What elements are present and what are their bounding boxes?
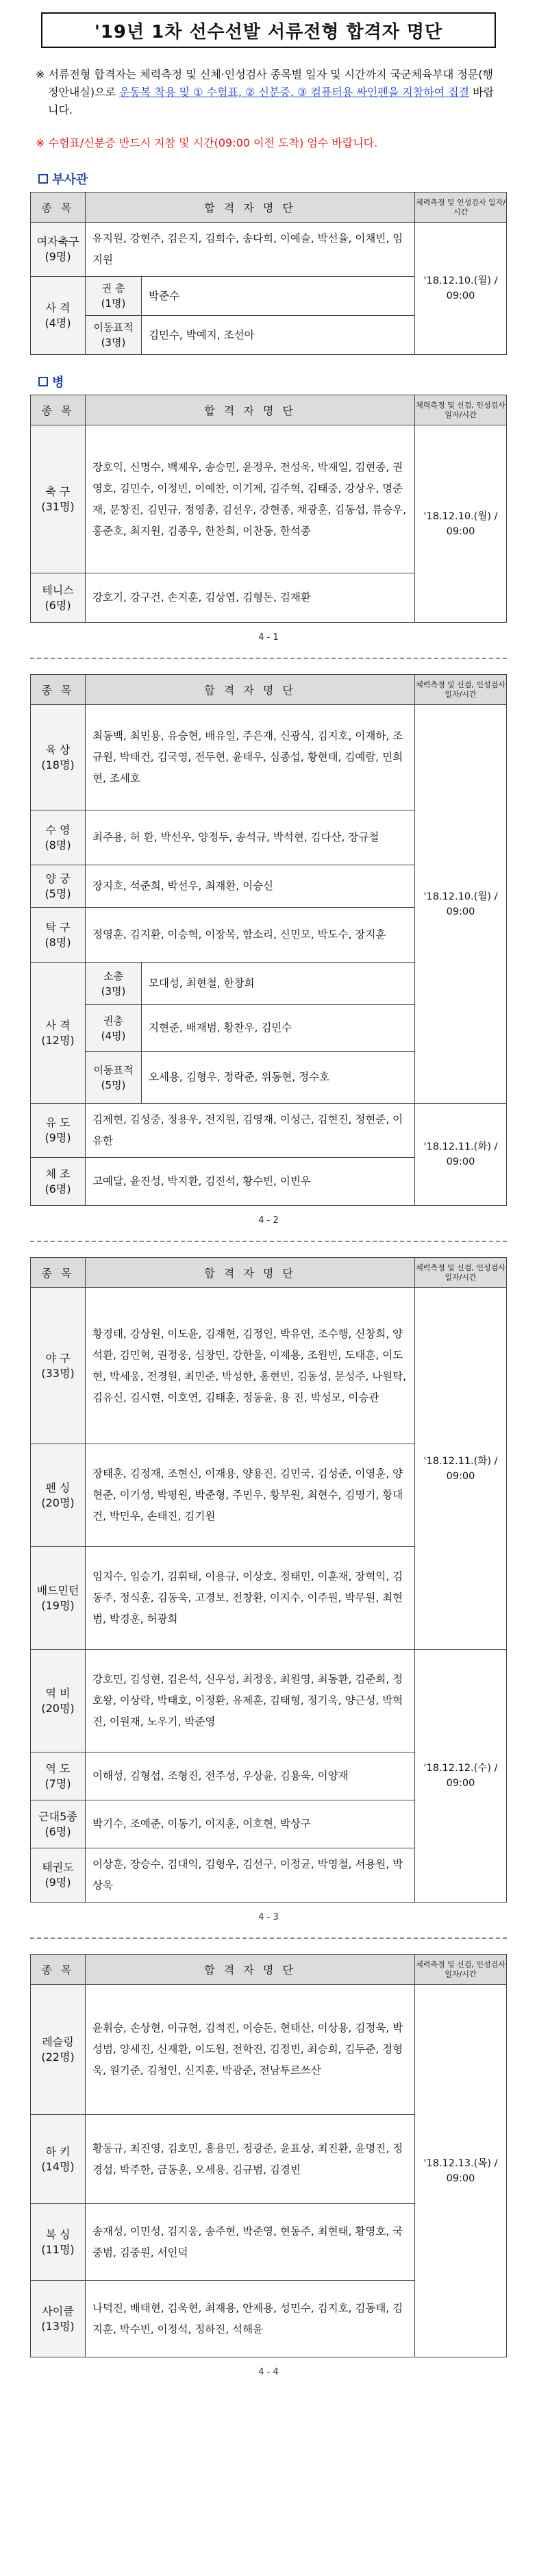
names-cell: 고예달, 윤진성, 박지환, 김진석, 황수빈, 이빈우 xyxy=(86,1158,415,1206)
page-title: '19년 1차 선수선발 서류전형 합격자 명단 xyxy=(41,12,496,48)
page-number: 4 - 1 xyxy=(258,632,279,643)
page-divider xyxy=(30,658,507,659)
col-schedule: 체력측정 및 신검, 인성검사 일자/시간 xyxy=(415,395,507,425)
enlisted-table-p1 xyxy=(30,395,507,623)
notice-warning: ※ 수험표/신분증 반드시 지참 및 시간(09:00 이전 도착) 엄수 바랍니다. xyxy=(36,136,378,149)
names-cell: 정영훈, 김지환, 이승혁, 이장목, 함소리, 신민모, 박도수, 장지훈 xyxy=(86,908,415,963)
names-cell: 최주용, 허 환, 박선우, 양정두, 송석규, 박석현, 김다산, 장규철 xyxy=(86,810,415,865)
col-schedule: 체력측정 및 인성검사 일자/시간 xyxy=(415,193,507,223)
category-cell: 탁 구 (8명) xyxy=(31,908,86,963)
col-names: 합 격 자 명 단 xyxy=(86,675,415,705)
category-cell: 야 구 (33명) xyxy=(31,1288,86,1444)
square-bullet-icon xyxy=(38,174,48,184)
col-category: 종 목 xyxy=(31,1258,86,1288)
names-cell: 박기수, 조예준, 이동기, 이지훈, 이호현, 박상구 xyxy=(86,1800,415,1848)
schedule-cell: '18.12.11.(화) / 09:00 xyxy=(415,1104,507,1206)
names-cell: 장호익, 신명수, 백제우, 송승민, 윤정우, 전성욱, 박재일, 김현종, 권영호, 김민수, 이정빈, 이예찬, 이기제, 김주혁, 김태중, 강상우, 명준재, 문창진, 김민규, 정영총, 김선우, 강현종, 채광훈, 김동섭, 류승우, 홍준호, 최지원, 김종우, 한찬희, 이찬동, 한석종 xyxy=(86,425,415,573)
names-cell: 황동규, 최진영, 김호민, 홍용민, 정광준, 윤표상, 최진환, 윤명진, 정경섭, 박주한, 금동훈, 오세용, 김규범, 김경빈 xyxy=(86,2115,415,2204)
names-cell: 임지수, 임승기, 김휘태, 이용규, 이상호, 정태민, 이훈재, 장혁익, 김동주, 정식훈, 김동욱, 고경보, 전창환, 이지수, 이주원, 박무원, 최현범, 박경훈, 허광희 xyxy=(86,1547,415,1650)
names-cell: 나덕진, 배태현, 김욱현, 최재용, 안제용, 성민수, 김지호, 김동태, 김지훈, 박수빈, 이정석, 정하진, 석해윤 xyxy=(86,2281,415,2357)
names-cell: 장지호, 석준희, 박선우, 최재환, 이승신 xyxy=(86,865,415,908)
col-names: 합 격 자 명 단 xyxy=(86,193,415,223)
col-names: 합 격 자 명 단 xyxy=(86,395,415,425)
category-cell: 축 구 (31명) xyxy=(31,425,86,573)
names-cell: 윤휘승, 손상현, 이규현, 김적진, 이승돈, 현태산, 이상용, 김정욱, 박성범, 양세진, 신재환, 이도원, 전학진, 김정빈, 최승희, 김두준, 정형욱, 원기준, 김청인, 신지훈, 박광준, 전남투르쓰산 xyxy=(86,1985,415,2115)
square-bullet-icon xyxy=(38,377,48,386)
col-names: 합 격 자 명 단 xyxy=(86,1955,415,1985)
enlisted-table-p4 xyxy=(30,1954,507,2357)
section-officer: 부사관 xyxy=(38,170,499,188)
category-cell: 근대5종 (6명) xyxy=(31,1800,86,1848)
schedule-cell: '18.12.10.(월) / 09:00 xyxy=(415,425,507,623)
category-cell: 하 키 (14명) xyxy=(31,2115,86,2204)
enlisted-table-p2 xyxy=(30,674,507,1206)
category-cell: 역 비 (20명) xyxy=(31,1650,86,1753)
names-cell: 송재성, 이민성, 김지웅, 송주현, 박준영, 현동주, 최현태, 황영호, 국중범, 김중원, 서인덕 xyxy=(86,2204,415,2281)
page-divider xyxy=(30,1241,507,1242)
schedule-cell: '18.12.12.(수) / 09:00 xyxy=(415,1650,507,1903)
category-cell: 육 상 (18명) xyxy=(31,705,86,810)
subcategory-cell: 이동표적 (3명) xyxy=(86,316,142,355)
names-cell: 오세용, 김형우, 정락준, 위동현, 정수호 xyxy=(142,1052,415,1104)
col-category: 종 목 xyxy=(31,193,86,223)
category-cell: 레슬링 (22명) xyxy=(31,1985,86,2115)
names-cell: 강호민, 김성현, 김은석, 신우성, 최정웅, 최원영, 최동환, 김준희, 정호왕, 이상락, 박태호, 이정환, 유제훈, 김태형, 정기욱, 양근성, 박혁진, 이원재, 노우기, 박준영 xyxy=(86,1650,415,1753)
col-category: 종 목 xyxy=(31,1955,86,1985)
category-cell: 복 싱 (11명) xyxy=(31,2204,86,2281)
category-cell: 양 궁 (5명) xyxy=(31,865,86,908)
category-cell: 유 도 (9명) xyxy=(31,1104,86,1158)
subcategory-cell: 이동표적 (5명) xyxy=(86,1052,142,1104)
page-divider xyxy=(30,1937,507,1939)
names-cell: 지현준, 배재범, 황찬우, 김민수 xyxy=(142,1005,415,1052)
names-cell: 박준수 xyxy=(142,277,415,316)
names-cell: 황경태, 강상원, 이도윤, 김재현, 김정인, 박유연, 조수행, 신창희, 양석환, 김민혁, 권정웅, 심창민, 강한울, 이제용, 조원빈, 도태훈, 이도현, 박세웅, 전경원, 최민준, 박성한, 홍현빈, 김동성, 문성주, 나원탁, 김유신, 김시현, 이호연, 김태훈, 정동윤, 용 진, 박성모, 이승관 xyxy=(86,1288,415,1444)
schedule-cell: '18.12.10.(월) / 09:00 xyxy=(415,705,507,1104)
category-cell: 태권도 (9명) xyxy=(31,1848,86,1903)
names-cell: 이상훈, 장승수, 김대익, 김형우, 김선구, 이정균, 박영철, 서용원, 박상욱 xyxy=(86,1848,415,1903)
category-cell: 테니스 (6명) xyxy=(31,573,86,623)
names-cell: 김제현, 김성중, 정용우, 전지원, 김영재, 이성근, 김현진, 정현준, 이유한 xyxy=(86,1104,415,1158)
col-schedule: 체력측정 및 신검, 인성검사 일자/시간 xyxy=(415,1955,507,1985)
col-category: 종 목 xyxy=(31,675,86,705)
category-cell: 배드민턴 (19명) xyxy=(31,1547,86,1650)
subcategory-cell: 권 총 (1명) xyxy=(86,277,142,316)
category-cell: 여자축구 (9명) xyxy=(31,223,86,277)
notice-text-end: 바랍니다. xyxy=(48,86,495,116)
category-cell: 사이클 (13명) xyxy=(31,2281,86,2357)
col-category: 종 목 xyxy=(31,395,86,425)
schedule-cell: '18.12.13.(목) / 09:00 xyxy=(415,1985,507,2357)
category-cell: 펜 싱 (20명) xyxy=(31,1444,86,1547)
names-cell: 모대성, 최현철, 한창희 xyxy=(142,963,415,1005)
names-cell: 장태훈, 김정재, 조현신, 이재용, 양용진, 김민국, 김성준, 이영훈, 양현준, 이기성, 박평원, 박준형, 주민우, 황부원, 최현수, 김명기, 황대건, 박민우, 손태진, 김기원 xyxy=(86,1444,415,1547)
names-cell: 이해성, 김형섭, 조형진, 전주성, 우상윤, 김용욱, 이양재 xyxy=(86,1753,415,1800)
enlisted-table-p3 xyxy=(30,1257,507,1903)
col-schedule: 체력측정 및 신검, 인성검사 일자/시간 xyxy=(415,675,507,705)
page-number: 4 - 2 xyxy=(258,1215,279,1226)
names-cell: 강호기, 강구건, 손지훈, 김상엽, 김형돈, 김재환 xyxy=(86,573,415,623)
category-cell: 사 격 (12명) xyxy=(31,963,86,1104)
names-cell: 최동백, 최민용, 유승현, 배유일, 주은재, 신광식, 김지호, 이재하, 조규원, 박태건, 김국영, 전두현, 윤태우, 심종섭, 황현태, 김예람, 민희현, 조세호 xyxy=(86,705,415,810)
subcategory-cell: 소총 (3명) xyxy=(86,963,142,1005)
schedule-cell: '18.12.10.(월) / 09:00 xyxy=(415,223,507,355)
col-names: 합 격 자 명 단 xyxy=(86,1258,415,1288)
section-enlisted: 병 xyxy=(38,373,499,391)
category-cell: 수 영 (8명) xyxy=(31,810,86,865)
category-cell: 체 조 (6명) xyxy=(31,1158,86,1206)
page-number: 4 - 4 xyxy=(258,2367,279,2377)
schedule-cell: '18.12.11.(화) / 09:00 xyxy=(415,1288,507,1650)
names-cell: 김민수, 박예지, 조선아 xyxy=(142,316,415,355)
notice-highlight: 운동복 착용 및 ① 수험표, ② 신분증, ③ 컴퓨터용 싸인펜을 지참하여 집결 xyxy=(119,86,470,99)
category-cell: 역 도 (7명) xyxy=(31,1753,86,1800)
category-cell: 사 격 (4명) xyxy=(31,277,86,355)
notice-block xyxy=(36,66,501,152)
notice-assembly xyxy=(36,66,501,119)
page-number: 4 - 3 xyxy=(258,1912,279,1922)
col-schedule: 체력측정 및 신검, 인성검사 일자/시간 xyxy=(415,1258,507,1288)
notice-text: ※ 서류전형 합격자는 체력측정 및 신체·인성검사 종목별 일자 및 시간까지 국군체육부대 정문(행정안내실)으로 xyxy=(36,68,494,99)
subcategory-cell: 권총 (4명) xyxy=(86,1005,142,1052)
officer-table xyxy=(30,192,507,355)
names-cell: 유지원, 강현주, 김은지, 김희수, 송다희, 이예슬, 박선율, 이채빈, 임지원 xyxy=(86,223,415,277)
